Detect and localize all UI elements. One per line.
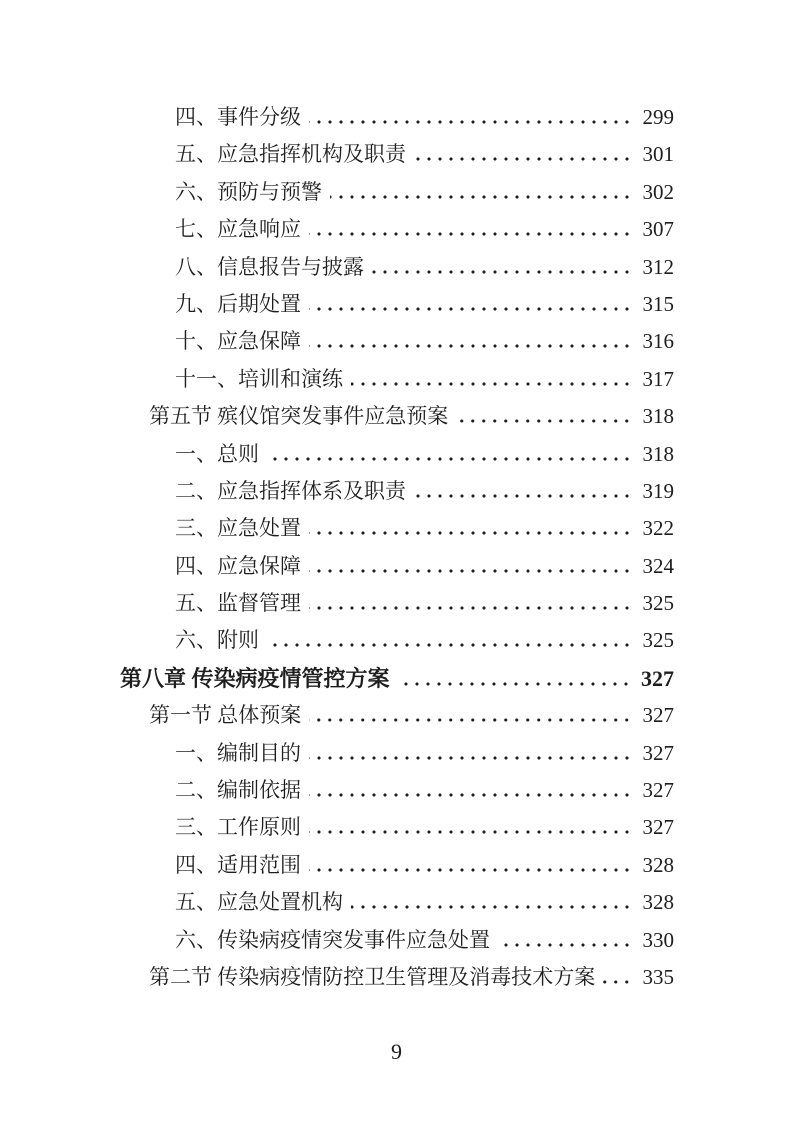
toc-entry-page-number: 322 [642, 516, 674, 541]
dot-leader [351, 382, 633, 386]
dot-leader [414, 494, 633, 498]
toc-entry-title: 四、适用范围 [175, 852, 301, 877]
toc-entry-title: 第五节 殡仪馆突发事件应急预案 [149, 404, 449, 429]
toc-entry[interactable] [0, 510, 674, 547]
toc-entry-page-number: 328 [642, 890, 674, 915]
toc-entry[interactable] [0, 436, 674, 473]
toc-entry-page-number: 302 [642, 179, 674, 204]
dot-leader [309, 868, 633, 872]
toc-entry[interactable] [0, 361, 674, 398]
toc-entry-title: 一、编制目的 [175, 740, 301, 765]
toc-entry-title: 二、应急指挥体系及职责 [175, 478, 406, 503]
dot-leader [309, 232, 633, 236]
toc-entry[interactable] [0, 323, 674, 360]
toc-entry-title: 十一、培训和演练 [175, 366, 343, 391]
toc-entry[interactable] [0, 174, 674, 211]
toc-entry[interactable] [0, 398, 674, 435]
toc-entry-title: 第八章 传染病疫情管控方案 [120, 665, 390, 691]
toc-entry-page-number: 328 [642, 852, 674, 877]
dot-leader [372, 270, 633, 274]
dot-leader [309, 756, 633, 760]
dot-leader [309, 718, 632, 722]
dot-leader [603, 980, 632, 984]
toc-entry-page-number: 325 [642, 628, 674, 653]
toc-entry-title: 十、应急保障 [175, 329, 301, 354]
toc-entry-page-number: 324 [642, 553, 674, 578]
dot-leader [309, 344, 633, 348]
toc-entry[interactable] [0, 211, 674, 248]
toc-entry[interactable] [0, 809, 674, 846]
dot-leader [309, 830, 633, 834]
table-of-contents [0, 99, 674, 996]
dot-leader [309, 120, 633, 124]
toc-entry-title: 第一节 总体预案 [149, 703, 302, 728]
toc-entry-title: 三、工作原则 [175, 815, 301, 840]
toc-entry-page-number: 327 [641, 665, 674, 691]
toc-entry-page-number: 327 [642, 778, 674, 803]
toc-entry-title: 八、信息报告与披露 [175, 254, 364, 279]
toc-entry[interactable] [0, 922, 674, 959]
toc-entry-page-number: 317 [642, 366, 674, 391]
toc-entry-title: 第二节 传染病疫情防控卫生管理及消毒技术方案 [149, 964, 596, 989]
toc-entry-title: 二、编制依据 [175, 778, 301, 803]
toc-entry-page-number: 318 [642, 441, 674, 466]
toc-entry-title: 一、总则 [175, 441, 259, 466]
toc-entry-title: 六、附则 [175, 628, 259, 653]
toc-entry[interactable] [0, 99, 674, 136]
toc-entry[interactable] [0, 585, 674, 622]
toc-entry-page-number: 327 [642, 740, 674, 765]
dot-leader [351, 905, 633, 909]
toc-entry[interactable] [0, 660, 674, 697]
dot-leader [309, 531, 633, 535]
toc-entry-page-number: 327 [642, 815, 674, 840]
toc-entry[interactable] [0, 548, 674, 585]
dot-leader [498, 943, 633, 947]
toc-entry-page-number: 299 [642, 105, 674, 129]
dot-leader [267, 457, 633, 461]
toc-entry-page-number: 330 [642, 927, 674, 952]
dot-leader [414, 157, 633, 161]
toc-entry-title: 七、应急响应 [175, 217, 301, 242]
toc-entry[interactable] [0, 286, 674, 323]
dot-leader [456, 419, 632, 423]
toc-entry-page-number: 327 [642, 703, 674, 728]
toc-entry-page-number: 335 [642, 964, 674, 989]
toc-entry[interactable] [0, 622, 674, 659]
toc-entry-page-number: 319 [642, 478, 674, 503]
toc-entry-title: 五、应急处置机构 [175, 890, 343, 915]
dot-leader [330, 195, 633, 199]
toc-entry-title: 三、应急处置 [175, 516, 301, 541]
toc-entry-page-number: 307 [642, 217, 674, 242]
toc-entry[interactable] [0, 772, 674, 809]
toc-entry[interactable] [0, 735, 674, 772]
toc-entry-page-number: 312 [642, 254, 674, 279]
dot-leader [309, 569, 633, 573]
toc-entry-page-number: 316 [642, 329, 674, 354]
toc-entry[interactable] [0, 884, 674, 921]
toc-entry-title: 五、应急指挥机构及职责 [175, 142, 406, 167]
dot-leader [309, 307, 633, 311]
toc-entry[interactable] [0, 473, 674, 510]
toc-entry[interactable] [0, 249, 674, 286]
toc-entry[interactable] [0, 847, 674, 884]
toc-entry-title: 六、传染病疫情突发事件应急处置 [175, 927, 490, 952]
toc-entry-page-number: 315 [642, 291, 674, 316]
dot-leader [309, 606, 633, 610]
toc-entry-title: 四、事件分级 [175, 105, 301, 129]
toc-entry-page-number: 301 [642, 142, 674, 167]
toc-entry-title: 九、后期处置 [175, 291, 301, 316]
toc-entry-title: 四、应急保障 [175, 553, 301, 578]
toc-entry[interactable] [0, 136, 674, 173]
toc-entry-title: 五、监督管理 [175, 591, 301, 616]
toc-entry-page-number: 318 [642, 404, 674, 429]
toc-entry[interactable] [0, 959, 674, 996]
page-number: 9 [391, 1039, 402, 1064]
toc-entry-page-number: 325 [642, 591, 674, 616]
dot-leader [267, 643, 633, 647]
dot-leader [309, 793, 633, 797]
dot-leader [398, 682, 631, 686]
toc-entry[interactable] [0, 697, 674, 734]
toc-entry-title: 六、预防与预警 [175, 179, 322, 204]
